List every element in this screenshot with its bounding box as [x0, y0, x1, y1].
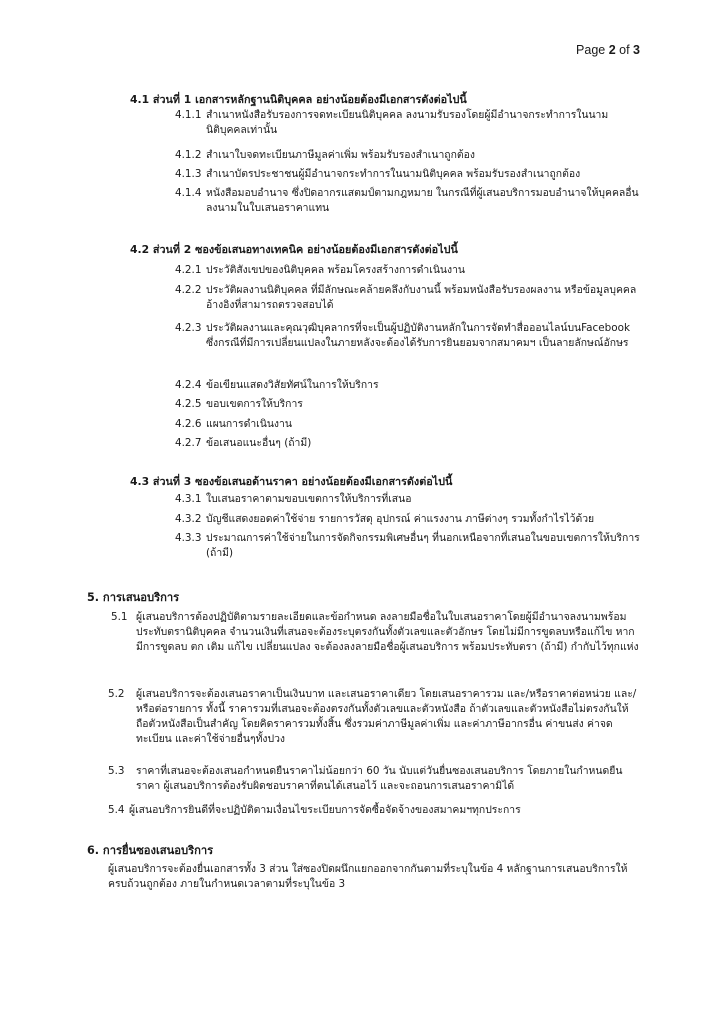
page-number: Page 2 of 3 — [576, 43, 640, 57]
list-item: 5.1 ผู้เสนอบริการต้องปฏิบัติตามรายละเอียดและข้อกำหนด ลงลายมือชื่อในใบเสนอราคาโดยผู้มีอำนาจลงนามพร้อมประทับตรานิติบุคคล จำนวนเงินที่เสนอจะต้องระบุตรงกันทั้งตัวเลขและตัวอักษร โดยไม่มีการขูดลบหรือแก้ไข หากมีการขูดลบ ตก เติม แก้ไข เปลี่ยนแปลง จะต้องลงลายมือชื่อผู้เสนอบริการ พร้อมประทับตรา (ถ้ามี) กำกับไว้ทุกแห่ง — [111, 611, 639, 654]
list-item: 5.2 ผู้เสนอบริการจะต้องเสนอราคาเป็นเงินบาท และเสนอราคาเดียว โดยเสนอราคารวม และ/หรือราคาต่อหน่วย และ/หรือต่อรายการ ทั้งนี้ ราคารวมที่เสนอจะต้องตรงกันทั้งตัวเลขและตัวหนังสือ ถ้าตัวเลขและตัวหนังสือไม่ตรงกันให้ถือตัวหนังสือเป็นสำคัญ โดยคิดราคารวมทั้งสิ้น ซึ่งรวมค่าภาษีมูลค่าเพิ่ม และค่าภาษีอากรอื่น ค่าขนส่ง ค่าจดทะเบียน และค่าใช้จ่ายอื่นๆทั้งปวง — [108, 688, 637, 746]
list-item: 4.3.1 ใบเสนอราคาตามขอบเขตการให้บริการที่เสนอ — [175, 493, 412, 505]
list-item: 4.2.6 แผนการดำเนินงาน — [175, 418, 292, 430]
list-item: 5.3 ราคาที่เสนอจะต้องเสนอกำหนดยืนราคาไม่น้อยกว่า 60 วัน นับแต่วันยื่นซองเสนอบริการ โดยภายในกำหนดยืนราคา ผู้เสนอบริการต้องรับผิดชอบราคาที่ตนได้เสนอไว้ และจะถอนการเสนอราคามิได้ — [108, 765, 623, 793]
section-4-1-title: 4.1 ส่วนที่ 1 เอกสารหลักฐานนิติบุคคล อย่างน้อยต้องมีเอกสารดังต่อไปนี้ — [130, 93, 467, 106]
list-item: 4.2.2 ประวัติผลงานนิติบุคคล ที่มีลักษณะคล้ายคลึงกับงานนี้ พร้อมหนังสือรับรองผลงาน หรือข้อมูลบุคคลอ้างอิงที่สามารถตรวจสอบได้ — [175, 284, 637, 312]
list-item: 4.2.1 ประวัติสังเขปของนิติบุคคล พร้อมโครงสร้างการดำเนินงาน — [175, 264, 466, 276]
list-item: 4.1.1 สำเนาหนังสือรับรองการจดทะเบียนนิติบุคคล ลงนามรับรองโดยผู้มีอำนาจกระทำการในนามนิติบุคคลเท่านั้น — [175, 109, 609, 137]
section-4-3-title: 4.3 ส่วนที่ 3 ซองข้อเสนอด้านราคา อย่างน้อยต้องมีเอกสารดังต่อไปนี้ — [130, 475, 453, 488]
list-item: 4.3.2 บัญชีแสดงยอดค่าใช้จ่าย รายการวัสดุ อุปกรณ์ ค่าแรงงาน ภาษีต่างๆ รวมทั้งกำไรไว้ด้วย — [175, 513, 595, 525]
section-5-title: 5. การเสนอบริการ — [87, 591, 180, 604]
list-item: 4.1.3 สำเนาบัตรประชาชนผู้มีอำนาจกระทำการในนามนิติบุคคล พร้อมรับรองสำเนาถูกต้อง — [175, 168, 581, 180]
list-item: 4.2.7 ข้อเสนอแนะอื่นๆ (ถ้ามี) — [175, 437, 312, 449]
list-item: 4.2.4 ข้อเขียนแสดงวิสัยทัศน์ในการให้บริการ — [175, 379, 379, 391]
list-item: 4.2.3 ประวัติผลงานและคุณวุฒิบุคลากรที่จะเป็นผู้ปฏิบัติงานหลักในการจัดทำสื่อออนไลน์บนFacebook ซึ่งกรณีที่มีการเปลี่ยนแปลงในภายหลังจะต้องได้รับการยินยอมจากสมาคมฯ เป็นลายลักษณ์อักษร — [175, 322, 630, 350]
section-6-paragraph: ผู้เสนอบริการจะต้องยื่นเอกสารทั้ง 3 ส่วน ใส่ซองปิดผนึกแยกออกจากกันตามที่ระบุในข้อ 4 หลักฐานการเสนอบริการให้ครบถ้วนถูกต้อง ภายในกำหนดเวลาตามที่ระบุในข้อ 3 — [108, 863, 628, 891]
list-item: 4.2.5 ขอบเขตการให้บริการ — [175, 398, 303, 410]
list-item: 4.1.2 สำเนาใบจดทะเบียนภาษีมูลค่าเพิ่ม พร้อมรับรองสำเนาถูกต้อง — [175, 149, 475, 161]
list-item: 4.1.4 หนังสือมอบอำนาจ ซึ่งปิดอากรแสตมป์ตามกฎหมาย ในกรณีที่ผู้เสนอบริการมอบอำนาจให้บุคคลอื่นลงนามในใบเสนอราคาแทน — [175, 187, 639, 215]
section-6-title: 6. การยื่นซองเสนอบริการ — [87, 844, 214, 857]
list-item: 5.4 ผู้เสนอบริการยินดีที่จะปฏิบัติตามเงื่อนไขระเบียบการจัดซื้อจัดจ้างของสมาคมฯทุกประการ — [108, 804, 521, 816]
section-4-2-title: 4.2 ส่วนที่ 2 ซองข้อเสนอทางเทคนิค อย่างน้อยต้องมีเอกสารดังต่อไปนี้ — [130, 243, 458, 256]
list-item: 4.3.3 ประมาณการค่าใช้จ่ายในการจัดกิจกรรมพิเศษอื่นๆ ที่นอกเหนือจากที่เสนอในขอบเขตการให้บริการ (ถ้ามี) — [175, 532, 640, 560]
